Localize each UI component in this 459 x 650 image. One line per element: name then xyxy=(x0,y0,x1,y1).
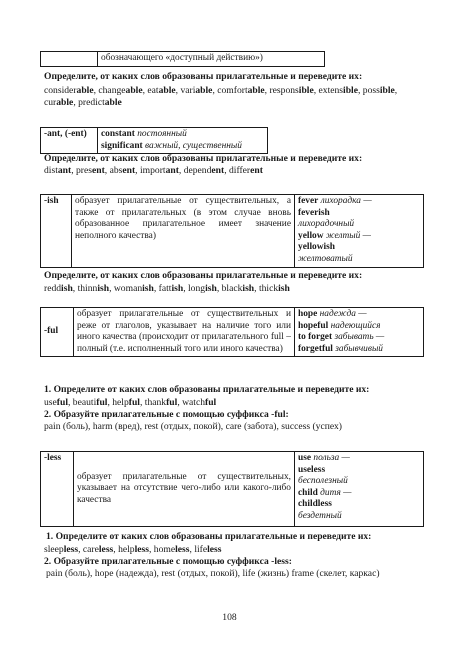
example-line: hope надежда — xyxy=(298,309,367,319)
suffix-less: -less xyxy=(41,452,74,527)
word-item: thickish xyxy=(258,283,290,294)
word-item: responsible xyxy=(269,85,314,96)
suffix-ish: -ish xyxy=(41,195,72,268)
suffix-ant: -ant, (-ent) xyxy=(41,128,98,154)
word-item: dependent xyxy=(183,165,225,176)
words-ful: useful, beautiful, helpful, thankful, watchful xyxy=(44,397,217,408)
examples-ish xyxy=(295,195,424,268)
top-box-empty-cell xyxy=(41,52,98,67)
example-line: use польза — xyxy=(298,453,350,463)
word-item: possible xyxy=(362,85,395,96)
word-item: eatable xyxy=(147,85,176,96)
words-able: considerable, changeable, eatable, variable, comfortable, responsible, extensible, possible, curable, predictable xyxy=(44,85,398,108)
example-line: to forget забывать — xyxy=(298,332,385,343)
word-item: present xyxy=(76,165,105,176)
nouns-less: pain (боль), hope (надежда), rest (отдых, покой), life (жизнь) frame (скелет, каркас) xyxy=(46,568,380,579)
word-item: extensible xyxy=(318,85,358,96)
example-line: child дитя — xyxy=(298,487,352,498)
task-ful-2: 2. Образуйте прилагательные с помощью суффикса -ful: xyxy=(44,409,289,420)
words-ish: reddish, thinnish, womanish, fattish, longish, blackish, thickish xyxy=(44,283,290,294)
example-line: бездетный xyxy=(298,510,342,521)
example-line: hopeful надеющийся xyxy=(298,320,381,331)
word-item: homeless xyxy=(153,544,190,555)
examples-ant xyxy=(98,128,268,154)
word-item: fattish xyxy=(158,283,184,294)
word-item: thankful xyxy=(144,397,178,408)
word-item: beautiful xyxy=(72,397,108,408)
task-able: Определите, от каких слов образованы прилагательные и переведите их: xyxy=(44,71,363,82)
word-item: blackish xyxy=(221,283,255,294)
example-line: yellow желтый — xyxy=(298,230,371,241)
task-ant: Определите, от каких слов образованы прилагательные и переведите их: xyxy=(44,153,363,164)
word-item: curable xyxy=(44,97,74,108)
word-item: changeable xyxy=(98,85,143,96)
word-item: predictable xyxy=(78,97,122,108)
box-ful xyxy=(40,307,424,357)
suffix-ful: -ful xyxy=(41,308,74,357)
examples-ful xyxy=(295,308,424,357)
word-item: considerable xyxy=(44,85,94,96)
desc-ish: образует прилагательные от существительных, а также от прилагательных (в этом случае вновь образованное прилагательное имеет значение неполного качества) xyxy=(72,195,295,268)
page-number: 108 xyxy=(222,612,237,623)
top-box xyxy=(40,51,325,67)
word-item: important xyxy=(139,165,179,176)
words-less: sleepless, careless, helpless, homeless, lifeless xyxy=(44,544,222,555)
word-item: womanish xyxy=(113,283,154,294)
nouns-ful: pain (боль), harm (вред), rest (отдых, покой), care (забота), success (успех) xyxy=(44,421,342,432)
word-item: lifeless xyxy=(194,544,222,555)
box-ant xyxy=(40,127,268,154)
example-line: fever лихорадка — xyxy=(298,196,372,206)
task-less-2: 2. Образуйте прилагательные с помощью суффикса -less: xyxy=(44,556,292,567)
example-line: бесполезный xyxy=(298,476,348,487)
example-line: forgetful забывчивый xyxy=(298,343,383,354)
word-item: distant xyxy=(44,165,72,176)
example-line: childless xyxy=(298,499,332,510)
word-item: different xyxy=(229,165,263,176)
example-line: feverish xyxy=(298,207,330,218)
task-ish: Определите, от каких слов образованы прилагательные и переведите их: xyxy=(44,270,363,281)
word-item: careless xyxy=(82,544,114,555)
task-ful-1: 1. Определите от каких слов образованы прилагательные и переведите их: xyxy=(44,384,370,395)
box-ish xyxy=(40,194,424,268)
word-item: helpless xyxy=(118,544,149,555)
top-box-text: обозначающего «доступный действию») xyxy=(98,52,325,67)
example-line: significant важный, существенный xyxy=(101,140,242,151)
example-line: useless xyxy=(298,464,326,475)
word-item: watchful xyxy=(182,397,217,408)
task-less-1: 1. Определите от каких слов образованы прилагательные и переведите их: xyxy=(46,531,372,542)
words-ant: distant, present, absent, important, dependent, different xyxy=(44,165,263,176)
word-item: longish xyxy=(188,283,217,294)
word-item: variable xyxy=(180,85,213,96)
word-item: useful xyxy=(44,397,68,408)
example-line: yellowish xyxy=(298,242,335,253)
example-line: лихорадочный xyxy=(298,219,355,230)
desc-ful: образует прилагательные от существительных и реже от глаголов, указывает на наличие того или иного качества (происходит от прилагательного full – полный (т.е. исполненный того или иного качества) xyxy=(74,308,295,357)
example-line: желтоватый xyxy=(298,253,353,264)
box-less xyxy=(40,451,424,527)
word-item: sleepless xyxy=(44,544,79,555)
word-item: absent xyxy=(109,165,136,176)
word-item: thinnish xyxy=(77,283,110,294)
word-item: reddish xyxy=(44,283,73,294)
desc-less: образует прилагательные от существительных, указывает на отсутствие чего-либо или какого-либо качества xyxy=(74,452,295,527)
word-item: helpful xyxy=(112,397,140,408)
examples-less xyxy=(295,452,424,527)
word-item: comfortable xyxy=(217,85,265,96)
example-line: constant постоянный xyxy=(101,129,187,139)
